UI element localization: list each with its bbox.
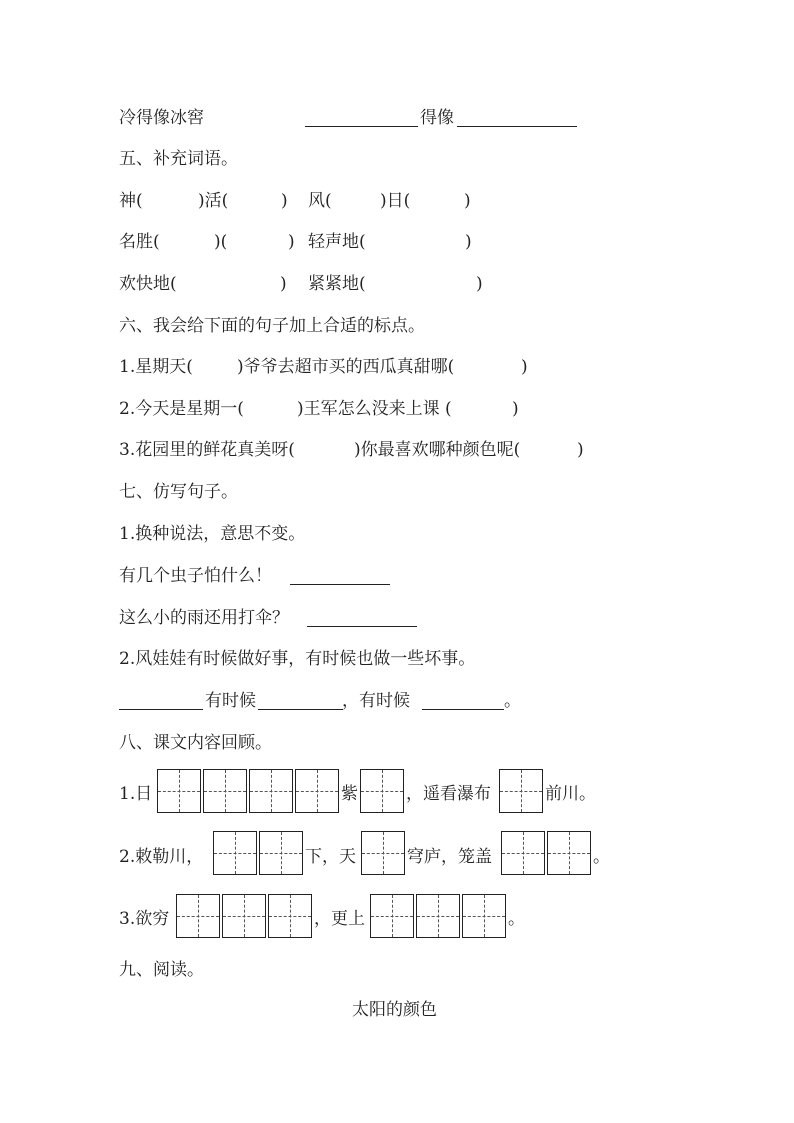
word-part: ): [464, 191, 471, 211]
rewrite-sentence: 这么小的雨还用打伞？: [119, 608, 289, 628]
poem-text: 。: [508, 909, 525, 929]
punctuation-sentence: 3.花园里的鲜花真美呀(: [119, 440, 295, 460]
poem-text: ，更上: [314, 909, 365, 929]
poem-text: 3.欲穷: [119, 909, 170, 929]
answer-blank[interactable]: [258, 687, 343, 710]
section-8-heading: 八、课文内容回顾。: [119, 733, 272, 753]
imitation-text: ，有时候: [342, 691, 410, 711]
word-part: 神(: [119, 191, 143, 211]
comparison-prompt: 得像: [420, 108, 454, 128]
tianzige-box[interactable]: [462, 894, 506, 938]
punctuation-sentence: 2.今天是星期一(: [119, 399, 244, 419]
word-part: 轻声地(: [308, 232, 366, 252]
poem-text: ，遥看瀑布: [406, 784, 491, 804]
poem-text: 穹庐，笼盖: [407, 847, 492, 867]
word-part: )日(: [380, 191, 411, 211]
section-5-heading: 五、补充词语。: [119, 149, 238, 169]
tianzige-box[interactable]: [268, 894, 312, 938]
tianzige-box[interactable]: [361, 831, 405, 875]
punctuation-sentence: ): [512, 399, 519, 419]
word-part: 名胜(: [119, 232, 160, 252]
tianzige-box[interactable]: [501, 831, 545, 875]
poem-text: 1.日: [119, 784, 153, 804]
poem-text: 2.敕勒川，: [119, 847, 204, 867]
word-part: )(: [214, 232, 228, 252]
imitation-instruction: 2.风娃娃有时候做好事，有时候也做一些坏事。: [119, 649, 476, 669]
section-6-heading: 六、我会给下面的句子加上合适的标点。: [119, 316, 425, 336]
rewrite-instruction: 1.换种说法，意思不变。: [119, 524, 306, 544]
answer-blank[interactable]: [305, 104, 418, 127]
rewrite-sentence: 有几个虫子怕什么！: [119, 566, 272, 586]
answer-blank[interactable]: [422, 687, 504, 710]
imitation-text: 有时候: [205, 691, 256, 711]
imitation-text: 。: [504, 691, 521, 711]
punctuation-sentence: ): [521, 357, 528, 377]
word-part: )活(: [198, 191, 229, 211]
answer-blank[interactable]: [119, 687, 203, 710]
answer-blank[interactable]: [290, 562, 390, 585]
tianzige-box[interactable]: [547, 831, 591, 875]
tianzige-box[interactable]: [203, 769, 247, 813]
word-part: 风(: [308, 191, 332, 211]
tianzige-box[interactable]: [295, 769, 339, 813]
reading-title: 太阳的颜色: [352, 1000, 437, 1020]
tianzige-box[interactable]: [499, 769, 543, 813]
word-part: ): [288, 232, 295, 252]
punctuation-sentence: )爷爷去超市买的西瓜真甜哪(: [237, 357, 455, 377]
word-part: ): [465, 232, 472, 252]
punctuation-sentence: 1.星期天(: [119, 357, 193, 377]
section-7-heading: 七、仿写句子。: [119, 482, 238, 502]
comparison-example: 冷得像冰窖: [119, 108, 204, 128]
tianzige-box[interactable]: [213, 831, 257, 875]
word-part: 紧紧地(: [308, 274, 366, 294]
tianzige-box[interactable]: [157, 769, 201, 813]
tianzige-box[interactable]: [176, 894, 220, 938]
answer-blank[interactable]: [307, 604, 417, 627]
word-part: 欢快地(: [119, 274, 177, 294]
tianzige-box[interactable]: [416, 894, 460, 938]
poem-text: 前川。: [545, 784, 596, 804]
tianzige-box[interactable]: [360, 769, 404, 813]
poem-text: 紫: [341, 784, 358, 804]
punctuation-sentence: ): [577, 440, 584, 460]
tianzige-box[interactable]: [370, 894, 414, 938]
tianzige-box[interactable]: [249, 769, 293, 813]
section-9-heading: 九、阅读。: [119, 960, 204, 980]
word-part: ): [280, 274, 287, 294]
answer-blank[interactable]: [457, 104, 577, 127]
word-part: ): [476, 274, 483, 294]
punctuation-sentence: )你最喜欢哪种颜色呢(: [354, 440, 521, 460]
tianzige-box[interactable]: [259, 831, 303, 875]
poem-text: 下，天: [305, 847, 356, 867]
punctuation-sentence: )王军怎么没来上课 (: [297, 399, 452, 419]
tianzige-box[interactable]: [222, 894, 266, 938]
word-part: ): [281, 191, 288, 211]
poem-text: 。: [593, 847, 610, 867]
